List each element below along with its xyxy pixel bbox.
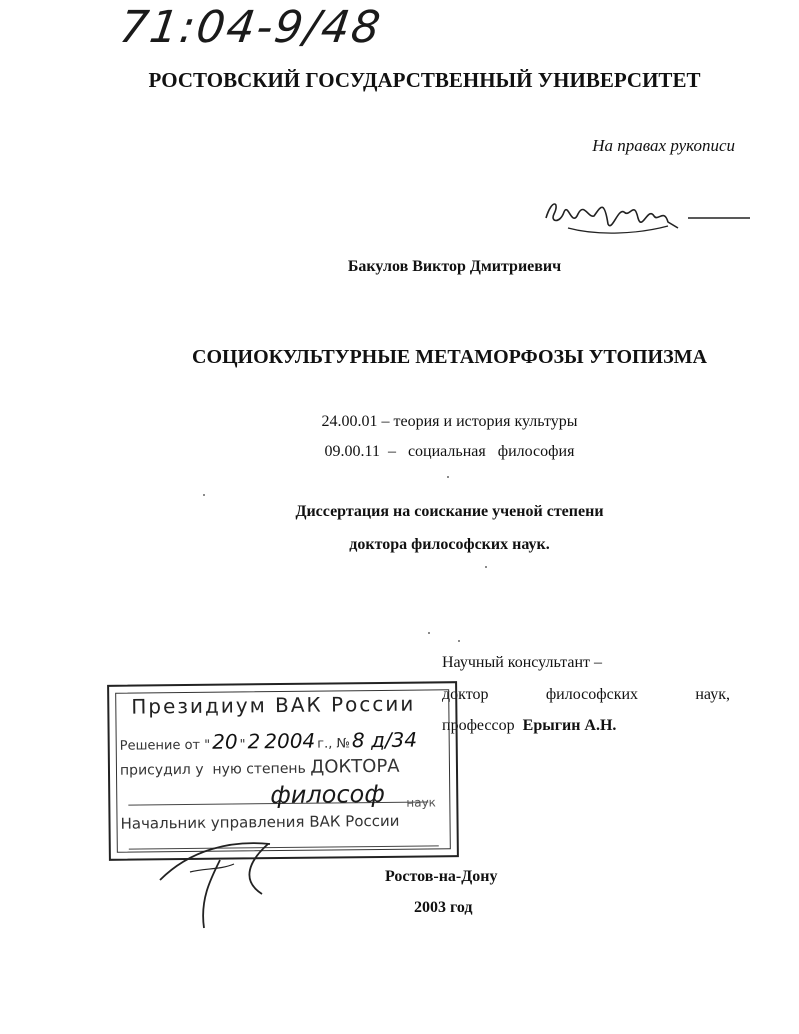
stamp-decision-number-prefix: г., № [317, 736, 351, 752]
stamp-awarded-degree: ДОКТОРА [310, 755, 400, 778]
degree-statement: Диссертация на соискание ученой степени [295, 503, 604, 520]
consultant-name-line [442, 717, 616, 735]
stamp-awarded [120, 756, 400, 780]
author-signature [538, 188, 753, 248]
stamp-science-handwritten: философ [270, 779, 385, 810]
university-name: РОСТОВСКИЙ ГОСУДАРСТВЕННЫЙ УНИВЕРСИТЕТ [148, 68, 701, 92]
specialty-code: 09.00.11 – социальная философия [324, 443, 575, 460]
stamp-awarded-middle: ную степень [212, 760, 306, 778]
scan-speck [428, 632, 430, 634]
stamp-awarded-prefix: присудил у [119, 761, 204, 779]
year: 2003 год [414, 899, 473, 916]
scan-speck [447, 476, 449, 478]
city: Ростов-на-Дону [385, 868, 498, 885]
author-name: Бакулов Виктор Дмитриевич [347, 258, 562, 275]
consultant-name: Ерыгин А.Н. [522, 717, 617, 734]
specialty-code: 24.00.01 – теория и история культуры [321, 413, 578, 430]
scan-speck [203, 494, 205, 496]
thesis-title: СОЦИОКУЛЬТУРНЫЕ МЕТАМОРФОЗЫ УТОПИЗМА [192, 346, 707, 368]
stamp-signature [150, 820, 290, 930]
catalog-number: 71:04-9/48 [116, 2, 386, 53]
scan-speck [485, 566, 487, 568]
stamp-science-suffix: наук [406, 795, 436, 810]
stamp-decision-month: 2 [247, 729, 261, 754]
consultant-degree-word: философских [545, 686, 639, 703]
stamp-decision-year: 2004 [264, 728, 316, 754]
stamp-fill-line [128, 801, 428, 805]
degree-statement: доктора философских наук. [349, 536, 550, 553]
stamp-title: Президиум ВАК России [131, 691, 416, 719]
consultant-degree [442, 686, 730, 704]
stamp-decision-sep: " [239, 737, 246, 753]
stamp-decision [120, 728, 420, 755]
consultant-degree-word: наук, [695, 686, 730, 703]
stamp-head: Начальник управления ВАК России [120, 811, 400, 833]
scan-speck [458, 640, 460, 642]
consultant-title: профессор [442, 717, 515, 734]
stamp-decision-prefix: Решение от " [119, 737, 211, 754]
consultant-degree-word: доктор [442, 686, 489, 703]
stamp-decision-day: 20 [212, 729, 238, 754]
consultant-label: Научный консультант – [442, 654, 602, 671]
stamp-decision-number: 8 д/34 [351, 727, 418, 753]
manuscript-rights-note: На правах рукописи [592, 136, 735, 155]
